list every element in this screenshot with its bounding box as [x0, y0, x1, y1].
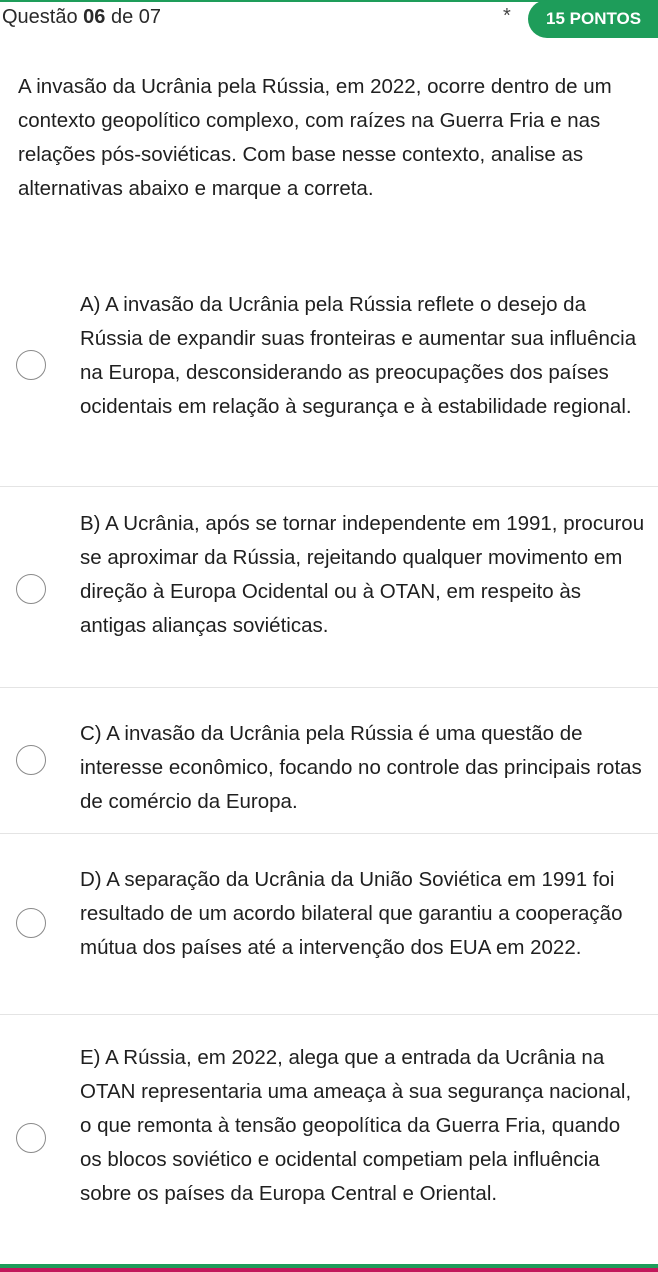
option-a-text: A) A invasão da Ucrânia pela Rússia reflete o desejo da Rússia de expandir suas fronteiras e aumentar sua influência na Europa, desconsiderando as preocupações dos países ocidentais em relação à segurança e à estabilidade regional.	[80, 293, 637, 418]
question-counter	[2, 6, 161, 29]
option-d[interactable]	[0, 834, 658, 1015]
option-c-radio[interactable]	[16, 745, 46, 775]
option-a[interactable]	[0, 279, 658, 487]
question-number: 06	[83, 6, 106, 28]
option-b-radio[interactable]	[16, 574, 46, 604]
question-counter-prefix: Questão	[2, 6, 84, 28]
answer-options	[0, 279, 658, 1264]
option-c[interactable]	[0, 688, 658, 834]
option-d-radio[interactable]	[16, 908, 46, 938]
question-header	[0, 0, 658, 40]
bottom-accent-stripe	[0, 1268, 658, 1272]
option-d-text: D) A separação da Ucrânia da União Soviética em 1991 foi resultado de um acordo bilateral que garantiu a cooperação mútua dos países até a intervenção dos EUA em 2022.	[80, 868, 623, 959]
option-a-radio[interactable]	[16, 350, 46, 380]
option-e[interactable]	[0, 1015, 658, 1264]
option-b-text: B) A Ucrânia, após se tornar independente em 1991, procurou se aproximar da Rússia, rejeitando qualquer movimento em direção à Europa Ocidental ou à OTAN, em respeito às antigas alianças soviéticas.	[80, 512, 645, 637]
option-c-text: C) A invasão da Ucrânia pela Rússia é uma questão de interesse econômico, focando no controle das principais rotas de comércio da Europa.	[80, 722, 642, 813]
option-e-radio[interactable]	[16, 1123, 46, 1153]
question-text: A invasão da Ucrânia pela Rússia, em 2022, ocorre dentro de um contexto geopolítico complexo, com raízes na Guerra Fria e nas relações pós-soviéticas. Com base nesse contexto, analise as alternativas abaixo e marque a correta.	[18, 75, 612, 200]
question-counter-suffix: de 07	[105, 6, 162, 28]
points-badge: 15 PONTOS	[528, 0, 658, 38]
option-b[interactable]	[0, 487, 658, 688]
required-indicator: *	[503, 5, 511, 27]
option-e-text: E) A Rússia, em 2022, alega que a entrada da Ucrânia na OTAN representaria uma ameaça à sua segurança nacional, o que remonta à tensão geopolítica da Guerra Fria, quando os blocos soviético e ocidental competiam pela influência sobre os países da Europa Central e Oriental.	[80, 1046, 632, 1205]
